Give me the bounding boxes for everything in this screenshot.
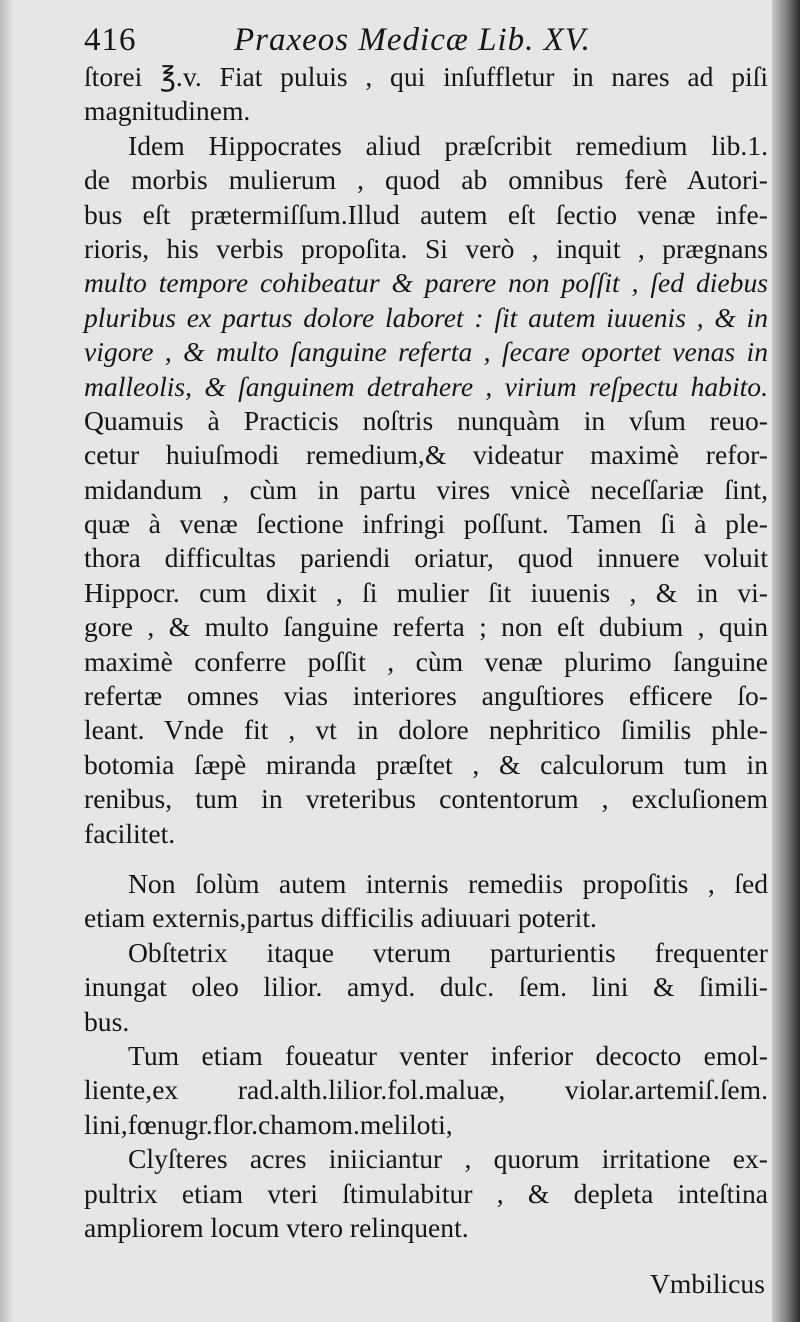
text-line: Quamuis à Practicis noſtris nunquàm in vſum reuo- <box>84 404 768 436</box>
body-text <box>84 60 768 1245</box>
text-line: Tum etiam foueatur venter inferior decocto emol- <box>128 1039 768 1071</box>
text-line: leant. Vnde fit , vt in dolore nephritico ſimilis phle- <box>84 714 768 746</box>
text-line: Obſtetrix itaque vterum parturientis frequenter <box>128 936 768 968</box>
text-line: magnitudinem. <box>84 95 251 127</box>
text-line-italic: malleolis, & ſanguinem detrahere , virium reſpectu habito. <box>84 370 768 402</box>
binding-gutter-shadow <box>772 0 800 1322</box>
text-line: midandum , cùm in partu vires vnicè neceſſariæ ſint, <box>84 473 768 505</box>
text-line: thora difficultas pariendi oriatur, quod innuere voluit <box>84 542 768 574</box>
text-line: maximè conferre poſſit , cùm venæ plurimo ſanguine <box>84 645 768 677</box>
text-line: renibus, tum in vreteribus contentorum , excluſionem <box>84 783 768 815</box>
catchword: Vmbilicus <box>650 1268 765 1299</box>
text-line: bus eſt prætermiſſum.Illud autem eſt ſectio venæ infe- <box>84 198 768 230</box>
text-line: inungat oleo lilior. amyd. dulc. ſem. lini & ſimili- <box>84 971 768 1003</box>
text-line: etiam externis,partus difficilis adiuuari poterit. <box>84 902 597 934</box>
page-number: 416 <box>84 22 137 58</box>
text-line: refertæ omnes vias interiores anguſtiores efficere ſo- <box>84 680 768 712</box>
text-line-italic: vigore , & multo ſanguine referta , ſecare oportet venas in <box>84 336 768 368</box>
text-line-italic: pluribus ex partus dolore laboret : ſit autem iuuenis , & in <box>84 301 768 333</box>
text-line: gore , & multo ſanguine referta ; non eſt dubium , quin <box>84 611 768 643</box>
text-line: liente,ex rad.alth.lilior.fol.maluæ, violar.artemiſ.ſem. <box>84 1074 768 1106</box>
text-line: Clyſteres acres iniiciantur , quorum irritatione ex- <box>128 1143 768 1175</box>
text-line: Non ſolùm autem internis remediis propoſitis , ſed <box>128 867 768 899</box>
text-line: Idem Hippocrates aliud præſcribit remedium lib.1. <box>128 129 768 161</box>
text-line: rioris, his verbis propoſita. Si verò , inquit , prægnans <box>84 232 768 264</box>
text-line-italic: multo tempore cohibeatur & parere non poſſit , ſed diebus <box>84 267 768 299</box>
text-line: Hippocr. cum dixit , ſi mulier ſit iuuenis , & in vi- <box>84 576 768 608</box>
running-head: Praxeos Medicæ Lib. XV. <box>234 22 591 58</box>
text-line: lini,fœnugr.flor.chamom.meliloti, <box>84 1108 453 1140</box>
text-line: botomia ſæpè miranda præſtet , & calculorum tum in <box>84 748 768 780</box>
text-line: quæ à venæ ſectione infringi poſſunt. Tamen ſi à ple- <box>84 508 768 540</box>
text-line: cetur huiuſmodi remedium,& videatur maximè refor- <box>84 439 768 471</box>
text-line: pultrix etiam vteri ſtimulabitur , & depleta inteſtina <box>84 1177 768 1209</box>
page-edge-shadow <box>0 0 14 1322</box>
paragraph-gap <box>84 851 768 867</box>
text-line: ſtorei ℥.v. Fiat puluis , qui inſuffletur in nares ad piſi <box>84 61 768 92</box>
text-line: de morbis mulierum , quod ab omnibus ferè Autori- <box>84 164 768 196</box>
text-line: ampliorem locum vtero relinquent. <box>84 1211 469 1243</box>
text-line: facilitet. <box>84 817 176 849</box>
text-line: bus. <box>84 1005 130 1037</box>
